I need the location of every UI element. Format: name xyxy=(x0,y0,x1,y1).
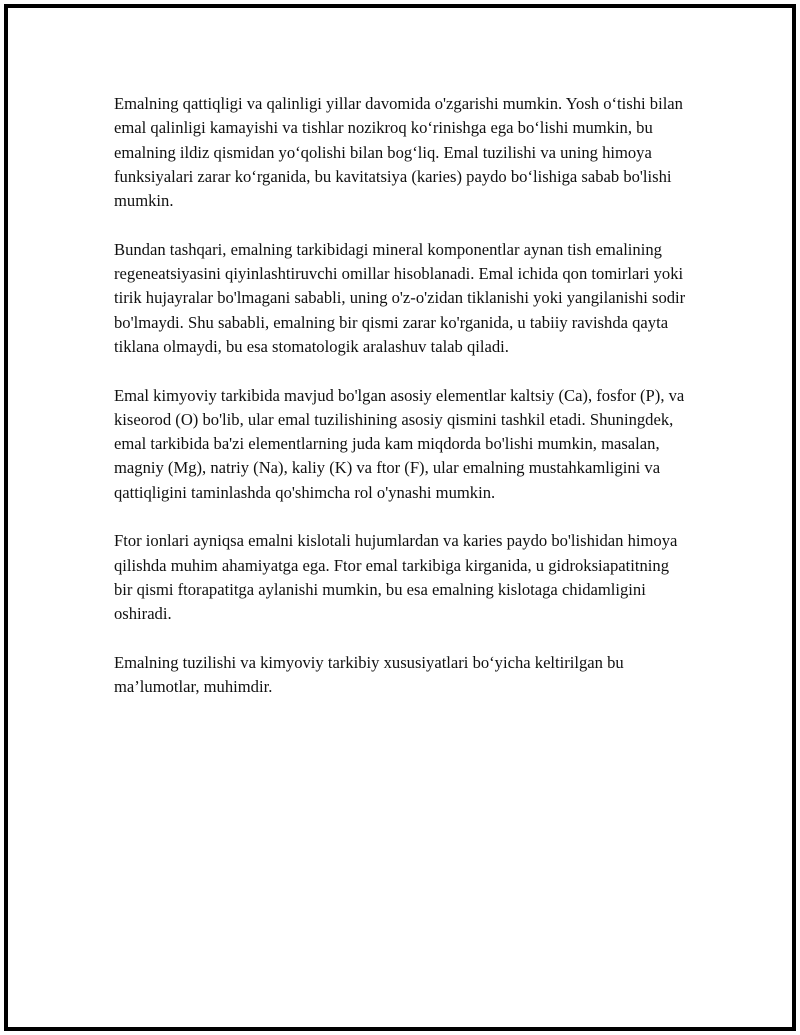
paragraph-fluoride-protection: Ftor ionlari ayniqsa emalni kislotali hujumlardan va karies paydo bo'lishidan himoya qilishda muhim ahamiyatga ega. Ftor emal tarkibiga kirganida, u gidroksiapatitning bir qismi ftorapatitga aylanishi mumkin, bu esa emalning kislotaga chidamligini oshiradi. xyxy=(114,531,678,624)
document-body xyxy=(114,92,686,724)
paragraph-enamel-thickness: Emalning qattiqligi va qalinligi yillar davomida o'zgarishi mumkin. Yosh o‘tishi bilan emal qalinligi kamayishi va tishlar nozikroq ko‘rinishga ega bo‘lishi mumkin, bu emalning ildiz qismidan yo‘qolishi bilan bog‘liq. Emal tuzilishi va uning himoya funksiyalari zarar ko‘rganida, bu kavitatsiya (karies) paydo bo‘lishiga sabab bo'lishi mumkin. xyxy=(114,94,683,211)
paragraph-conclusion: Emalning tuzilishi va kimyoviy tarkibiy xususiyatlari bo‘yicha keltirilgan bu ma’lumotlar, muhimdir. xyxy=(114,652,624,697)
paragraph-enamel-composition: Emal kimyoviy tarkibida mavjud bo'lgan asosiy elementlar kaltsiy (Ca), fosfor (P), va kiseorod (O) bo'lib, ular emal tuzilishining asosiy qismini tashkil etadi. Shuningdek, emal tarkibida ba'zi elementlarning juda kam miqdorda bo'lishi mumkin, masalan, magniy (Mg), natriy (Na), kaliy (K) va ftor (F), ular emalning mustahkamligini va qattiqligini taminlashda qo'shimcha rol o'ynashi mumkin. xyxy=(114,385,685,502)
paragraph-enamel-regeneration: Bundan tashqari, emalning tarkibidagi mineral komponentlar aynan tish emalining regeneatsiyasini qiyinlashtiruvchi omillar hisoblanadi. Emal ichida qon tomirlari yoki tirik hujayralar bo'lmagani sababli, uning o'z-o'zidan tiklanishi yoki yangilanishi sodir bo'lmaydi. Shu sababli, emalning bir qismi zarar ko'rganida, u tabiiy ravishda qayta tiklana olmaydi, bu esa stomatologik aralashuv talab qiladi. xyxy=(114,239,686,356)
